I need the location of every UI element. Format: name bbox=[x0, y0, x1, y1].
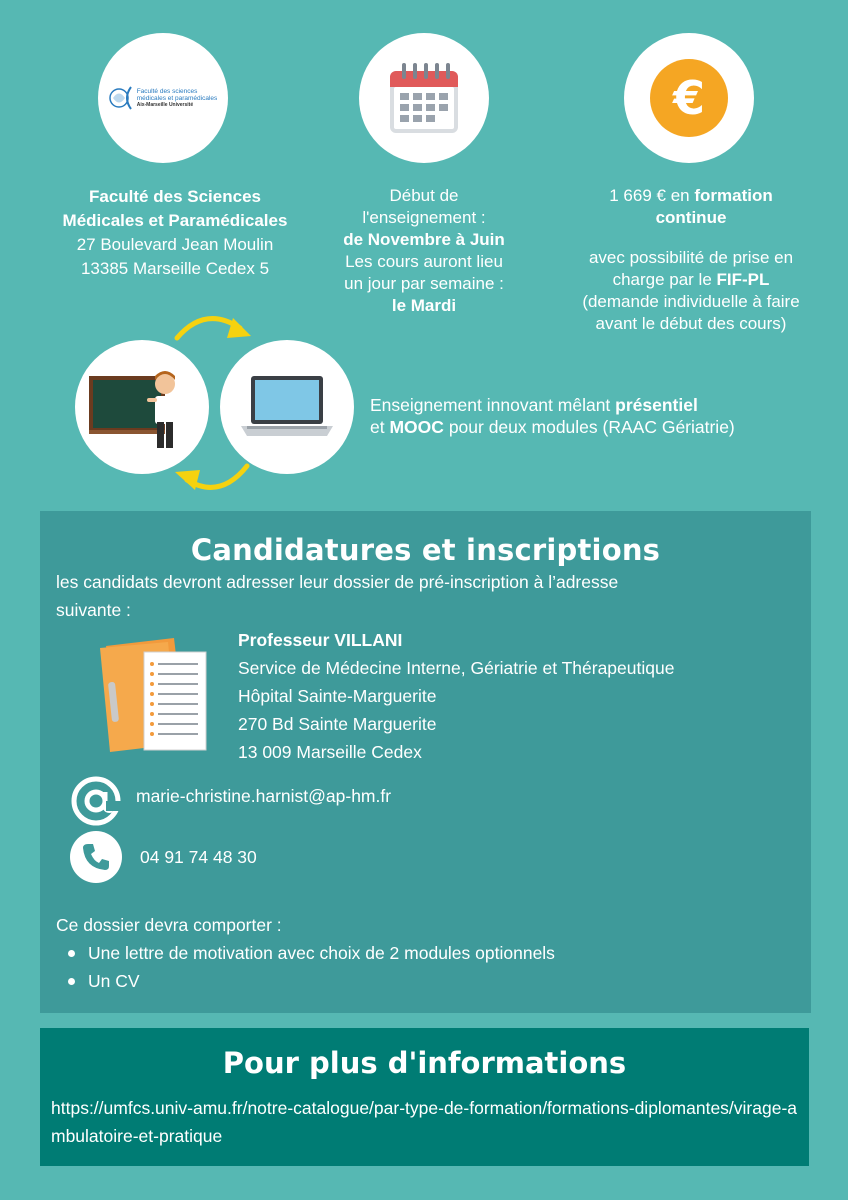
faculty-info bbox=[30, 185, 320, 281]
price-formation: formation bbox=[694, 186, 773, 205]
blended-line-2 bbox=[370, 416, 735, 438]
blended-line-2-post: pour deux modules (RAAC Gériatrie) bbox=[448, 417, 735, 437]
laptop-circle bbox=[220, 340, 354, 474]
price-line-3: avec possibilité de prise en bbox=[588, 248, 794, 267]
classroom-circle bbox=[75, 340, 209, 474]
address-line-4: 13 009 Marseille Cedex bbox=[238, 742, 422, 762]
faculty-emblem-icon bbox=[109, 83, 135, 113]
schedule-line-6: le Mardi bbox=[391, 296, 457, 315]
address-name: Professeur VILLANI bbox=[238, 630, 403, 650]
blended-line-1-bold: présentiel bbox=[615, 395, 698, 415]
blended-line-2-pre: et bbox=[370, 417, 385, 437]
faculty-name-2: Médicales et Paramédicales bbox=[62, 211, 288, 230]
schedule-line-4: Les cours auront lieu bbox=[345, 252, 503, 271]
intro-line-1: les candidats devront adresser leur dossier de pré-inscription à l’adresse bbox=[56, 572, 619, 592]
calendar-icon bbox=[388, 61, 460, 135]
dossier-requirements bbox=[56, 911, 555, 995]
address-line-3: 270 Bd Sainte Marguerite bbox=[238, 714, 437, 734]
price-line-4-pre: charge par le bbox=[612, 270, 712, 289]
calendar-circle bbox=[359, 33, 489, 163]
price-line-1 bbox=[545, 185, 837, 207]
candidatures-panel bbox=[40, 511, 811, 1013]
faculty-address-2: 13385 Marseille Cedex 5 bbox=[80, 259, 270, 278]
dossier-intro: Ce dossier devra comporter : bbox=[56, 915, 282, 935]
list-item: Une lettre de motivation avec choix de 2 modules optionnels bbox=[88, 939, 555, 967]
more-info-title: Pour plus d'informations bbox=[222, 1046, 627, 1080]
list-item: Un CV bbox=[88, 967, 555, 995]
blended-line-2-bold: MOOC bbox=[389, 417, 444, 437]
email-link[interactable]: marie-christine.harnist@ap-hm.fr bbox=[136, 785, 392, 806]
price-line-4-bold: FIF-PL bbox=[716, 270, 770, 289]
price-continue: continue bbox=[655, 208, 727, 227]
teacher-board-icon bbox=[87, 362, 197, 452]
blended-line-1-pre: Enseignement innovant mêlant bbox=[370, 395, 611, 415]
email-row bbox=[70, 775, 391, 827]
price-line-5: (demande individuelle à faire bbox=[582, 292, 800, 311]
logo-text-2: médicales et paramédicales bbox=[136, 94, 218, 102]
logo-text-3: Aix-Marseille Université bbox=[136, 101, 194, 108]
blended-text bbox=[370, 394, 735, 438]
candidatures-title: Candidatures et inscriptions bbox=[190, 533, 661, 567]
price-line-4 bbox=[545, 269, 837, 291]
schedule-line-2: l'enseignement : bbox=[362, 208, 486, 227]
euro-circle bbox=[624, 33, 754, 163]
documents-icon bbox=[96, 634, 216, 759]
schedule-line-5: un jour par semaine : bbox=[344, 274, 504, 293]
price-line-6: avant le début des cours) bbox=[595, 314, 787, 333]
blended-line-1 bbox=[370, 394, 735, 416]
phone-circle bbox=[70, 831, 122, 883]
faculty-logo bbox=[109, 83, 218, 113]
candidatures-intro bbox=[56, 568, 776, 624]
logo-text-1: Faculté des sciences bbox=[136, 87, 198, 95]
price-info bbox=[545, 185, 837, 335]
price-amount: 1 669 € en bbox=[609, 186, 690, 205]
address-line-2: Hôpital Sainte-Marguerite bbox=[238, 686, 437, 706]
laptop-icon bbox=[237, 372, 337, 442]
schedule-info bbox=[318, 185, 530, 317]
euro-symbol: € bbox=[672, 71, 705, 125]
faculty-logo-circle bbox=[98, 33, 228, 163]
phone-icon bbox=[81, 842, 111, 872]
phone-row bbox=[70, 831, 257, 883]
faculty-name-1: Faculté des Sciences bbox=[89, 187, 261, 206]
phone-number[interactable]: 04 91 74 48 30 bbox=[140, 846, 257, 867]
more-info-url[interactable]: https://umfcs.univ-amu.fr/notre-catalogue/par-type-de-formation/formations-diplomantes/virage-ambulatoire-et-pratique bbox=[51, 1098, 798, 1146]
at-sign-icon bbox=[70, 775, 122, 827]
faculty-address-1: 27 Boulevard Jean Moulin bbox=[76, 235, 274, 254]
euro-coin-icon bbox=[650, 59, 728, 137]
dossier-list bbox=[56, 939, 555, 995]
intro-line-2: suivante : bbox=[56, 600, 131, 620]
schedule-line-1: Début de bbox=[389, 186, 459, 205]
postal-address bbox=[238, 626, 674, 766]
more-info-panel bbox=[40, 1028, 809, 1166]
schedule-line-3: de Novembre à Juin bbox=[343, 230, 505, 249]
address-line-1: Service de Médecine Interne, Gériatrie et Thérapeutique bbox=[238, 658, 675, 678]
